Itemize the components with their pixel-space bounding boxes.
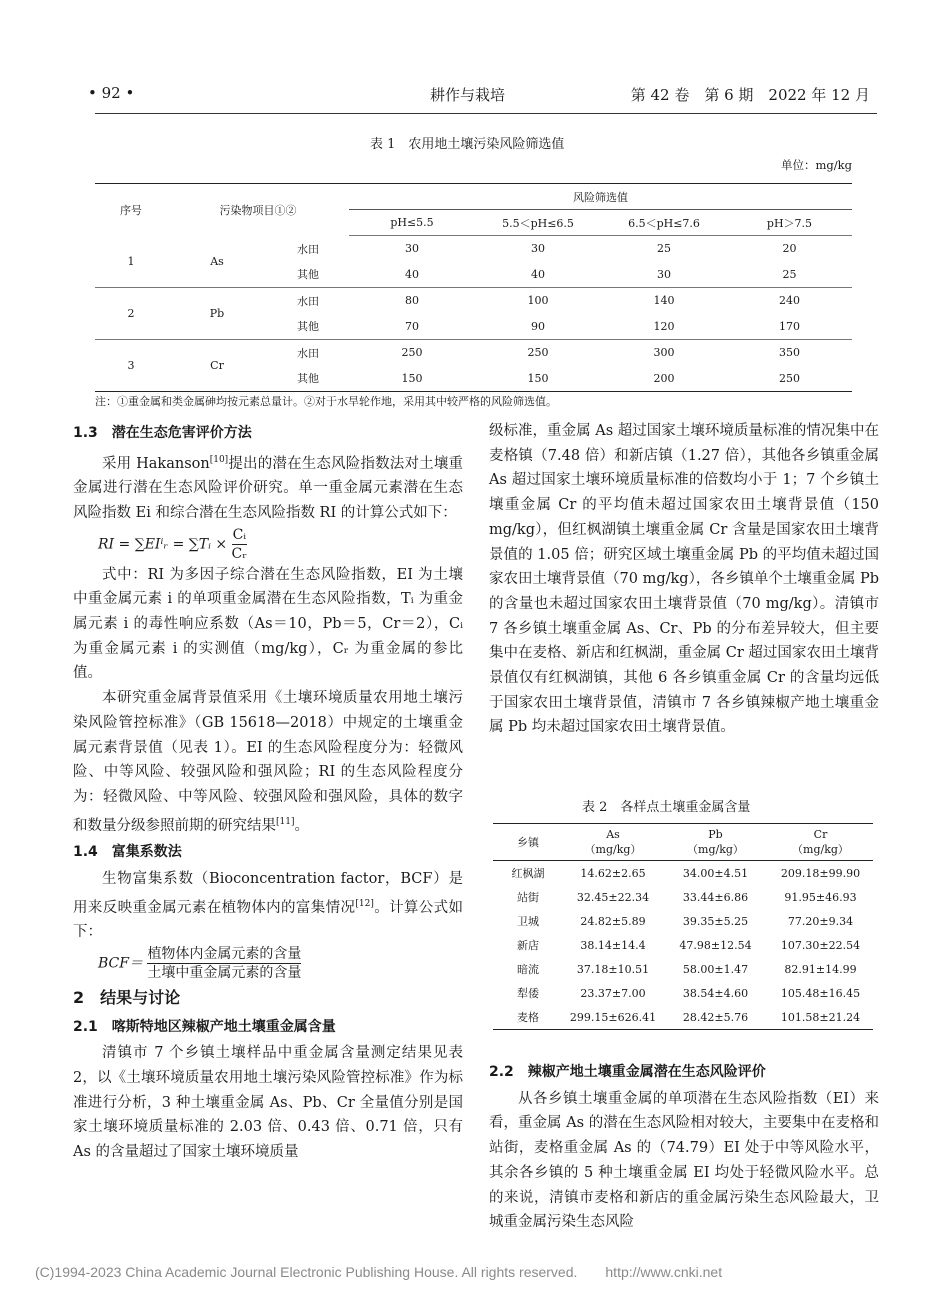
t1-cell: 40 bbox=[475, 262, 601, 288]
t1-cell: 120 bbox=[601, 314, 727, 340]
paragraph: 采用 Hakanson[10]提出的潜在生态风险指数法对土壤重金属进行潜在生态风险评价研究。单一重金属元素潜在生态风险指数 Ei 和综合潜在生态风险指数 RI 的计算公式如下： bbox=[73, 454, 464, 521]
section-2-1-title: 2.1 喀斯特地区辣椒产地土壤重金属含量 bbox=[73, 1018, 336, 1035]
t1-head-ph: pH≤5.5 bbox=[349, 210, 475, 236]
header-rule bbox=[95, 113, 877, 114]
paragraph: 级标准，重金属 As 超过国家土壤环境质量标准的情况集中在麦格镇（7.48 倍）和新店镇（1.27 倍），其他各乡镇重金属 As 超过国家土壤环境质量标准的倍数均小于 1；7 个乡镇土壤重金属 Cr 的平均值未超过国家农田土壤背景值（150 mg/kg），但红枫湖镇土壤重金属 Cr 含量是国家农田土壤背景值的 1.05 倍；研究区域土壤重金属 Pb 的平均值未超过国家农田土壤背景值（70 mg/kg），各乡镇单个土壤重金属 Pb 的含量也未超过国家农田土壤背景值（70 mg/kg）。清镇市 7 各乡镇土壤重金属 As、Cr、Pb 的分布差异较大，但主要集中在麦格、新店和红枫湖，重金属 Cr 超过国家农田土壤背景值仅有红枫湖镇，其他 6 各乡镇重金属 Cr 的含量均远低于国家农田土壤背景值，清镇市 7 各乡镇辣椒产地土壤重金属 Pb 均未超过国家农田土壤背景值。 bbox=[489, 423, 879, 736]
paragraph: 清镇市 7 个乡镇土壤样品中重金属含量测定结果见表 2，以《土壤环境质量农用地土壤污染风险管控标准》作为标准进行分析，3 种土壤重金属 As、Pb、Cr 全量值分别是国家土壤环境质量标准的 2.03 倍、0.43 倍、0.71 倍，只有 As 的含量超过了国家土壤环境质量 bbox=[73, 1045, 463, 1161]
t2-cell: 105.48±16.45 bbox=[780, 986, 861, 1000]
t1-cell: 30 bbox=[601, 262, 727, 288]
t2-cell: 82.91±14.99 bbox=[784, 962, 857, 976]
t1-cell: 170 bbox=[727, 314, 852, 340]
section-1-4-title: 1.4 富集系数法 bbox=[73, 844, 182, 861]
t1-cell: 350 bbox=[779, 346, 800, 360]
t2-cell: 47.98±12.54 bbox=[679, 938, 752, 952]
t2-cell: 37.18±10.51 bbox=[576, 962, 650, 976]
t1-cell: 240 bbox=[779, 294, 800, 308]
table-row bbox=[493, 861, 873, 886]
table2-caption: 表 2 各样点土壤重金属含量 bbox=[582, 800, 751, 815]
table-row bbox=[493, 885, 873, 909]
t1-cell: 30 bbox=[405, 242, 419, 256]
t1-head-ph: pH＞7.5 bbox=[727, 210, 852, 236]
table1 bbox=[95, 183, 852, 392]
t1-element: Pb bbox=[167, 288, 267, 340]
t1-cell: 30 bbox=[531, 242, 545, 256]
copyright-footer: (C)1994-2023 China Academic Journal Electronic Publishing House. All rights reserved. http://www.cnki.net bbox=[35, 1264, 723, 1280]
t1-no: 3 bbox=[95, 340, 167, 392]
t2-cell: 34.00±4.51 bbox=[682, 866, 749, 880]
t1-head-index: 序号 bbox=[95, 184, 167, 236]
t2-head-town: 乡镇 bbox=[493, 824, 563, 861]
table1-note: 注：①重金属和类金属砷均按元素总量计。②对于水旱轮作地，采用其中较严格的风险筛选值。 bbox=[95, 395, 557, 408]
t2-cell: 32.45±22.34 bbox=[576, 890, 650, 904]
section-1-3-title: 1.3 潜在生态危害评价方法 bbox=[73, 425, 252, 441]
paragraph: 式中：RI 为多因子综合潜在生态风险指数，EI 为土壤中重金属元素 i 的单项重金属潜在生态风险指数，Tᵢ 为重金属元素 i 的毒性响应系数（As＝10，Pb＝5，Cr＝2），Cᵢ 为重金属元素 i 的实测值（mg/kg），Cᵣ 为重金属的参比值。 bbox=[73, 566, 463, 682]
t2-cell: 209.18±99.90 bbox=[780, 866, 861, 880]
t2-cell: 站街 bbox=[517, 891, 539, 904]
right-column-lower bbox=[489, 1058, 879, 1235]
t2-head-pb: Pb （mg/kg） bbox=[663, 824, 768, 861]
t1-no: 1 bbox=[95, 236, 167, 288]
t1-type: 水田 bbox=[297, 346, 319, 360]
t2-cell: 新店 bbox=[517, 939, 539, 952]
t1-type: 其他 bbox=[267, 366, 349, 392]
table-row bbox=[95, 288, 852, 314]
t2-cell: 38.54±4.60 bbox=[682, 986, 749, 1000]
t1-cell: 100 bbox=[527, 294, 549, 308]
left-column bbox=[73, 419, 463, 1165]
table-row bbox=[95, 340, 852, 366]
t2-cell: 33.44±6.86 bbox=[682, 890, 749, 904]
table-row bbox=[493, 909, 873, 933]
t1-type: 其他 bbox=[267, 314, 349, 340]
section-2-title: 2 结果与讨论 bbox=[73, 987, 181, 1007]
t1-cell: 300 bbox=[653, 346, 675, 360]
t1-cell: 200 bbox=[601, 366, 727, 392]
paragraph: 生物富集系数（Bioconcentration factor，BCF）是用来反映重金属元素在植物体内的富集情况[12]。计算公式如下： bbox=[73, 870, 464, 941]
citation: [12] bbox=[355, 898, 374, 909]
citation: [10] bbox=[209, 454, 229, 465]
right-column bbox=[489, 419, 879, 740]
page-number: • 92 • bbox=[88, 84, 135, 102]
t2-cell: 39.35±5.25 bbox=[682, 914, 749, 928]
table-row bbox=[493, 957, 873, 981]
t1-head-group: 风险筛选值 bbox=[349, 184, 852, 210]
table-row bbox=[95, 236, 852, 262]
t1-type: 水田 bbox=[297, 294, 319, 308]
t2-cell: 101.58±21.24 bbox=[768, 1005, 873, 1030]
formula-ri: RI = ∑EIⁱᵣ = ∑Tᵢ × $\frac{\text{Cᵢ}}{\text{Cᵣ}}$ bbox=[98, 526, 248, 562]
t1-cell: 40 bbox=[349, 262, 475, 288]
t1-head-ph: 6.5＜pH≤7.6 bbox=[601, 210, 727, 236]
t1-element: As bbox=[167, 236, 267, 288]
citation: [11] bbox=[276, 816, 295, 827]
t2-cell: 红枫湖 bbox=[511, 867, 545, 880]
t1-no: 2 bbox=[95, 288, 167, 340]
t1-cell: 250 bbox=[401, 346, 423, 360]
t1-cell: 20 bbox=[782, 242, 797, 256]
t1-cell: 70 bbox=[349, 314, 475, 340]
t2-cell: 14.62±2.65 bbox=[580, 866, 646, 880]
table-row bbox=[493, 1005, 873, 1030]
t1-type: 水田 bbox=[297, 242, 319, 256]
section-2-2-title: 2.2 辣椒产地土壤重金属潜在生态风险评价 bbox=[489, 1064, 766, 1080]
t1-head-pollutant: 污染物项目①② bbox=[167, 184, 349, 236]
t2-cell: 24.82±5.89 bbox=[580, 914, 646, 928]
table2 bbox=[493, 823, 873, 1030]
t2-head-as: As （mg/kg） bbox=[563, 824, 663, 861]
paragraph: 从各乡镇土壤重金属的单项潜在生态风险指数（EI）来看，重金属 As 的潜在生态风险相对较大，主要集中在麦格和站街，麦格重金属 As 的（74.79）EI 处于中等风险水平，其余各乡镇的 5 种土壤重金属 EI 均处于轻微风险水平。总的来说，清镇市麦格和新店的重金属污染生态风险最大，卫城重金属污染生态风险 bbox=[489, 1090, 879, 1231]
t1-cell: 150 bbox=[349, 366, 475, 392]
t2-cell: 23.37±7.00 bbox=[580, 986, 646, 1000]
t2-cell: 犁倭 bbox=[517, 987, 539, 1000]
t1-element: Cr bbox=[167, 340, 267, 392]
t2-cell: 暗流 bbox=[517, 963, 539, 976]
t1-head-ph: 5.5＜pH≤6.5 bbox=[475, 210, 601, 236]
t2-cell: 107.30±22.54 bbox=[780, 938, 861, 952]
t1-cell: 140 bbox=[653, 294, 675, 308]
t1-cell: 25 bbox=[657, 242, 671, 256]
table-row bbox=[493, 981, 873, 1005]
t2-cell: 28.42±5.76 bbox=[663, 1005, 768, 1030]
t1-cell: 80 bbox=[405, 294, 419, 308]
table1-unit: 单位：mg/kg bbox=[781, 158, 852, 172]
t2-cell: 38.14±14.4 bbox=[580, 938, 646, 952]
table1-caption: 表 1 农用地土壤污染风险筛选值 bbox=[370, 137, 565, 152]
paragraph: 本研究重金属背景值采用《土壤环境质量农用地土壤污染风险管控标准》（GB 15618—2018）中规定的土壤重金属元素背景值（见表 1）。EI 的生态风险程度分为：轻微风险、中等风险、较强风险和强风险；RI 的生态风险程度分为：轻微风险、中等风险、较强风险和强风险，具体的数字和数量分级参照前期的研究结果[11]。 bbox=[73, 690, 463, 834]
t1-cell: 250 bbox=[727, 366, 852, 392]
t2-cell: 58.00±1.47 bbox=[682, 962, 749, 976]
t1-type: 其他 bbox=[267, 262, 349, 288]
t2-cell: 77.20±9.34 bbox=[787, 914, 854, 928]
t2-head-cr: Cr （mg/kg） bbox=[768, 824, 873, 861]
t1-cell: 250 bbox=[527, 346, 549, 360]
t2-cell: 91.95±46.93 bbox=[784, 890, 857, 904]
formula-bcf: BCF＝ $\frac{\text{植物体内金属元素的含量}}{\text{土壤中重金属元素的含量}}$ bbox=[98, 945, 302, 981]
table-row bbox=[493, 933, 873, 957]
t1-cell: 90 bbox=[475, 314, 601, 340]
journal-title: 耕作与栽培 bbox=[430, 86, 506, 104]
issue-info: 第 42 卷 第 6 期 2022 年 12 月 bbox=[630, 86, 870, 104]
t1-cell: 25 bbox=[727, 262, 852, 288]
t2-cell: 麦格 bbox=[493, 1005, 563, 1030]
t2-cell: 299.15±626.41 bbox=[563, 1005, 663, 1030]
t2-cell: 卫城 bbox=[517, 915, 539, 928]
t1-cell: 150 bbox=[475, 366, 601, 392]
